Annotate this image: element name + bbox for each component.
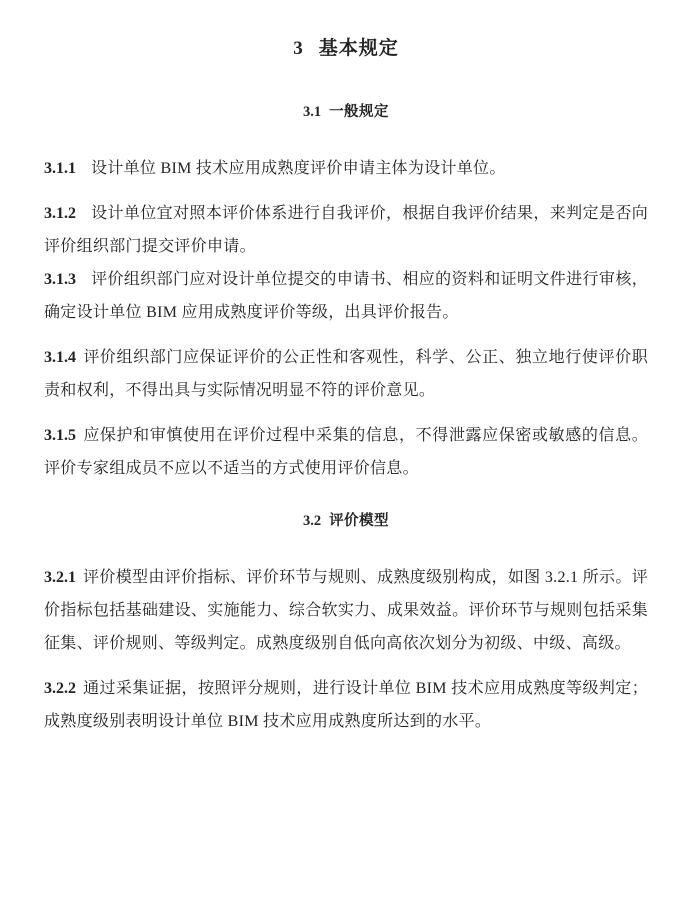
clause-number: 3.1.2 (44, 205, 76, 222)
clause (44, 561, 648, 660)
section-heading-text: 一般规定 (329, 104, 390, 120)
section (44, 511, 648, 738)
clause-list (44, 561, 648, 738)
clause-number: 3.1.1 (44, 160, 76, 177)
clause-text: 设计单位 BIM 技术应用成熟度评价申请主体为设计单位。 (91, 160, 506, 177)
section-heading-number: 3.2 (302, 513, 322, 529)
clause-text: 设计单位宜对照本评价体系进行自我评价，根据自我评价结果，来判定是否向评价组织部门提交评价申请。 (44, 205, 648, 255)
page-title (44, 36, 648, 62)
page-title-number: 3 (293, 38, 303, 59)
sections (44, 102, 648, 738)
clause-text: 评价组织部门应对设计单位提交的申请书、相应的资料和证明文件进行审核，确定设计单位 BIM 应用成熟度评价等级，出具评价报告。 (44, 271, 648, 321)
section-heading (44, 102, 648, 122)
clause-number: 3.2.1 (44, 569, 76, 586)
clause-number: 3.1.4 (44, 349, 76, 366)
clause-number: 3.2.2 (44, 680, 76, 697)
section-heading (44, 511, 648, 531)
section (44, 102, 648, 485)
clause-number: 3.1.5 (44, 427, 76, 444)
clause-text: 评价模型由评价指标、评价环节与规则、成熟度级别构成，如图 3.2.1 所示。评价指标包括基础建设、实施能力、综合软实力、成果效益。评价环节与规则包括采集征集、评价规则、等级判定。成熟度级别自低向高依次划分为初级、中级、高级。 (44, 569, 648, 652)
page-title-text: 基本规定 (318, 38, 399, 59)
clause (44, 152, 648, 185)
section-heading-text: 评价模型 (329, 513, 390, 529)
clause-number: 3.1.3 (44, 271, 76, 288)
clause (44, 341, 648, 407)
clause (44, 197, 648, 263)
clause-text: 评价组织部门应保证评价的公正性和客观性，科学、公正、独立地行使评价职责和权利，不得出具与实际情况明显不符的评价意见。 (44, 349, 648, 399)
clause (44, 672, 648, 738)
clause-text: 通过采集证据，按照评分规则，进行设计单位 BIM 技术应用成熟度等级判定；成熟度级别表明设计单位 BIM 技术应用成熟度所达到的水平。 (44, 680, 648, 730)
clause-list (44, 152, 648, 485)
clause (44, 419, 648, 485)
clause-text: 应保护和审慎使用在评价过程中采集的信息，不得泄露应保密或敏感的信息。评价专家组成员不应以不适当的方式使用评价信息。 (44, 427, 648, 477)
clause (44, 263, 648, 329)
section-heading-number: 3.1 (302, 104, 322, 120)
